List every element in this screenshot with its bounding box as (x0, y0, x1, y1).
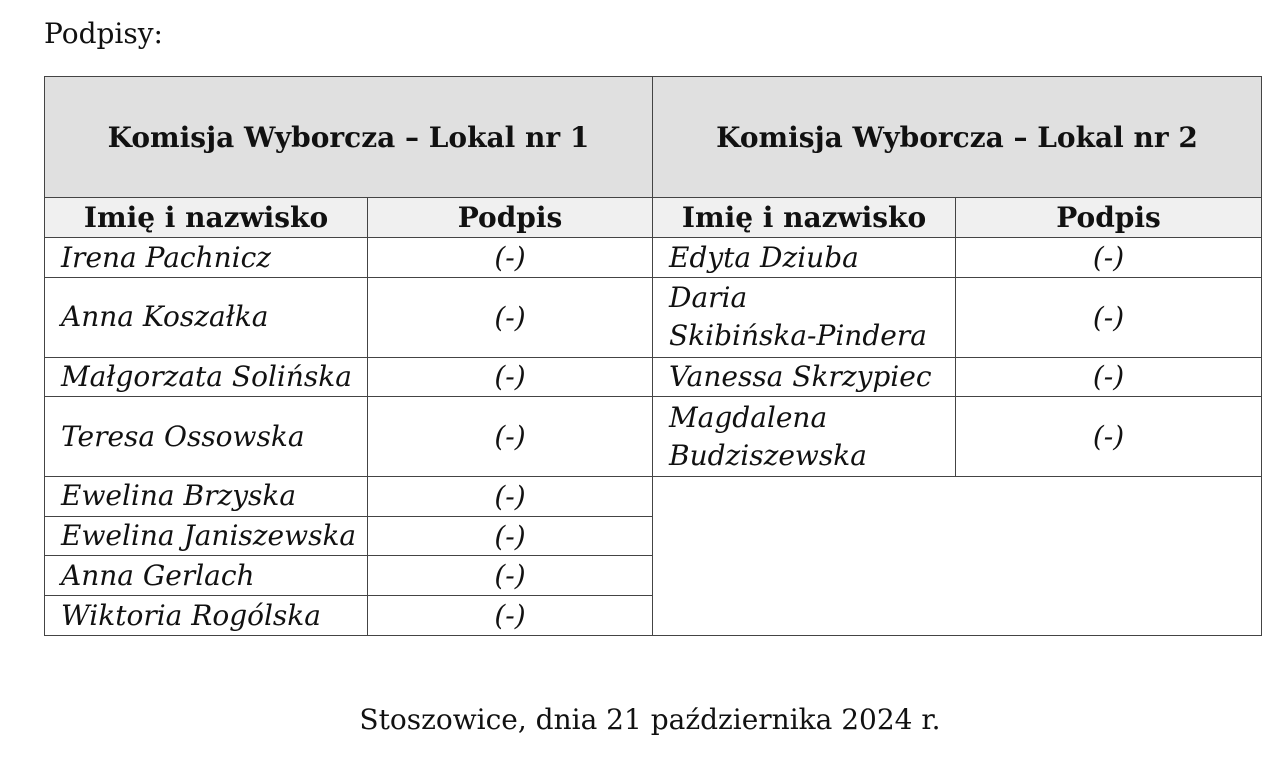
name-column-header: Imię i nazwisko (45, 198, 368, 238)
member-name (653, 397, 956, 477)
committee-2-header: Komisja Wyborcza – Lokal nr 2 (653, 77, 1262, 198)
empty-cell (653, 476, 1262, 635)
member-signature: (-) (368, 238, 653, 278)
member-name: Teresa Ossowska (45, 397, 368, 477)
member-name-line: Magdalena (669, 400, 828, 434)
member-name: Anna Koszałka (45, 277, 368, 357)
member-name: Irena Pachnicz (45, 238, 368, 278)
table-row (45, 277, 1262, 357)
member-signature: (-) (368, 596, 653, 636)
member-signature: (-) (368, 556, 653, 596)
signature-column-header: Podpis (956, 198, 1262, 238)
member-signature: (-) (956, 397, 1262, 477)
table-row (45, 238, 1262, 278)
member-signature: (-) (368, 357, 653, 397)
member-signature: (-) (368, 476, 653, 516)
signature-column-header: Podpis (368, 198, 653, 238)
place-date-footer: Stoszowice, dnia 21 października 2024 r. (359, 703, 941, 736)
member-signature: (-) (956, 277, 1262, 357)
member-signature: (-) (368, 397, 653, 477)
member-name: Wiktoria Rogólska (45, 596, 368, 636)
name-column-header: Imię i nazwisko (653, 198, 956, 238)
member-name: Ewelina Janiszewska (45, 516, 368, 556)
table-row (45, 357, 1262, 397)
member-name-line: Daria (669, 281, 748, 315)
member-name-line: Budziszewska (669, 438, 867, 472)
committee-1-header: Komisja Wyborcza – Lokal nr 1 (45, 77, 653, 198)
member-name (653, 277, 956, 357)
table-row (45, 476, 1262, 516)
member-name: Vanessa Skrzypiec (653, 357, 956, 397)
member-signature: (-) (368, 277, 653, 357)
member-name-line: Skibińska-Pindera (669, 319, 927, 353)
member-name: Małgorzata Solińska (45, 357, 368, 397)
member-name: Edyta Dziuba (653, 238, 956, 278)
signatures-heading: Podpisy: (44, 17, 163, 50)
member-name: Ewelina Brzyska (45, 476, 368, 516)
member-signature: (-) (368, 516, 653, 556)
member-signature: (-) (956, 357, 1262, 397)
table-row (45, 397, 1262, 477)
member-name: Anna Gerlach (45, 556, 368, 596)
signature-table (44, 76, 1262, 636)
member-signature: (-) (956, 238, 1262, 278)
